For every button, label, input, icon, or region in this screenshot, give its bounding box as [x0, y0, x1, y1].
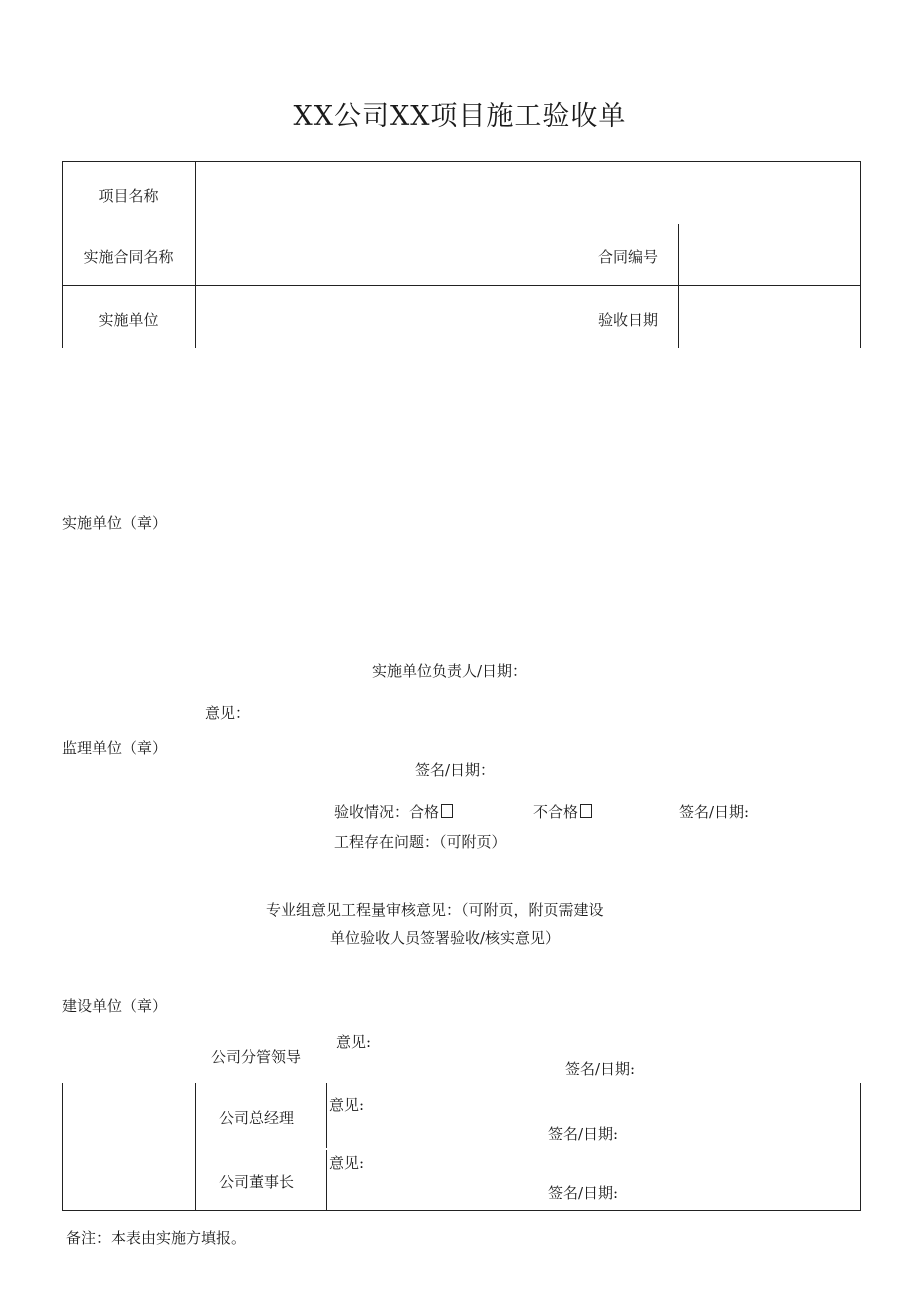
table-border-top — [62, 161, 860, 162]
fail-checkbox[interactable] — [580, 804, 592, 818]
impl-unit-label: 实施单位 — [98, 311, 159, 329]
supervision-sign-label: 签名/日期： — [415, 761, 496, 779]
footnote: 备注：本表由实施方填报。 — [66, 1229, 247, 1247]
acceptance-status-label: 验收情况：合格 — [334, 803, 440, 821]
table-col-divider — [195, 161, 196, 348]
expert-opinion-line1: 专业组意见工程量审核意见：（可附页，附页需建设 — [266, 901, 604, 919]
bottom-table-border-left — [62, 1083, 63, 1211]
bottom-table-col-divider — [195, 1083, 196, 1211]
gm-label: 公司总经理 — [219, 1109, 295, 1127]
bottom-table-col-divider-upper — [326, 1083, 327, 1148]
bottom-table-border-bottom — [62, 1210, 860, 1211]
chairman-sign-label: 签名/日期: — [548, 1184, 619, 1202]
acceptance-fail-label: 不合格 — [533, 803, 579, 821]
gm-opinion-label: 意见: — [329, 1096, 365, 1114]
vp-sign-label: 签名/日期: — [565, 1060, 636, 1078]
acceptance-fail — [533, 801, 592, 822]
vp-opinion-label: 意见: — [336, 1033, 372, 1051]
bottom-table-col-divider-lower — [326, 1150, 327, 1211]
page-title: XX公司XX项目施工验收单 — [293, 101, 627, 132]
contract-no-label: 合同编号 — [598, 248, 659, 266]
construction-seal: 建设单位（章） — [62, 997, 168, 1015]
impl-unit-seal: 实施单位（章） — [62, 514, 168, 532]
vp-label: 公司分管领导 — [211, 1048, 302, 1066]
table-border-right — [860, 161, 861, 348]
contract-name-label: 实施合同名称 — [83, 248, 174, 266]
table-row-divider — [62, 285, 860, 286]
impl-responsible-label: 实施单位负责人/日期： — [372, 662, 528, 680]
accept-date-label: 验收日期 — [598, 311, 659, 329]
issues-label: 工程存在问题：（可附页） — [334, 833, 507, 851]
supervision-opinion-label: 意见： — [205, 704, 251, 722]
project-name-label: 项目名称 — [98, 187, 159, 205]
acceptance-pass — [334, 801, 453, 822]
supervision-seal: 监理单位（章） — [62, 739, 168, 757]
chairman-opinion-label: 意见: — [329, 1154, 365, 1172]
expert-opinion-line2: 单位验收人员签署验收/核实意见） — [330, 929, 561, 947]
pass-checkbox[interactable] — [441, 804, 453, 818]
table-col-divider-right — [678, 224, 679, 348]
chairman-label: 公司董事长 — [219, 1173, 295, 1191]
gm-sign-label: 签名/日期: — [548, 1125, 619, 1143]
bottom-table-border-right — [860, 1083, 861, 1211]
acceptance-sign-label: 签名/日期: — [679, 803, 750, 821]
